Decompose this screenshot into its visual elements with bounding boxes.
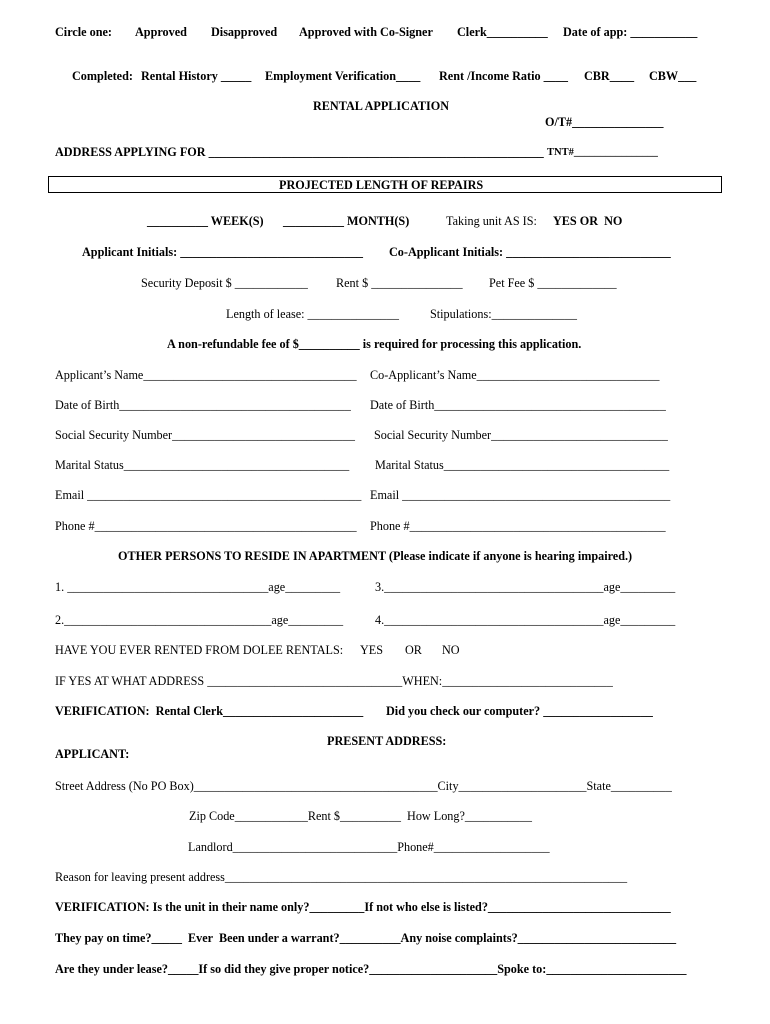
zip-rent-howlong-field[interactable]: Zip Code____________Rent $__________ How Long?___________ [189, 809, 532, 823]
co-applicant-marital-status-field[interactable]: Marital Status_____________________________________ [375, 458, 670, 472]
pay-on-time-field[interactable]: They pay on time?_____ Ever Been under a warrant?__________Any noise complaints?__________________________ [55, 931, 677, 945]
co-applicant-dob-field[interactable]: Date of Birth______________________________________ [370, 398, 666, 412]
rented-before-or: OR [405, 643, 422, 657]
date-of-app-field[interactable]: Date of app: ___________ [563, 25, 698, 39]
applicant-email-field[interactable]: Email _____________________________________________ [55, 488, 362, 502]
lease-length-field[interactable]: Length of lease: _______________ [226, 307, 399, 321]
landlord-phone-field[interactable]: Landlord___________________________Phone#___________________ [188, 840, 550, 854]
stipulations-field[interactable]: Stipulations:______________ [430, 307, 577, 321]
computer-check-field[interactable]: Did you check our computer? __________________ [386, 704, 653, 718]
applicant-dob-field[interactable]: Date of Birth______________________________________ [55, 398, 351, 412]
other-person-4-field[interactable]: 4.____________________________________age_________ [375, 613, 676, 627]
co-applicant-initials-field[interactable]: Co-Applicant Initials: ___________________________ [389, 245, 671, 259]
repairs-heading: PROJECTED LENGTH OF REPAIRS [279, 178, 484, 192]
co-applicant-name-field[interactable]: Co-Applicant’s Name______________________________ [370, 368, 660, 382]
form-title: RENTAL APPLICATION [313, 99, 449, 113]
present-address-heading: PRESENT ADDRESS: [327, 734, 447, 748]
cbw-field[interactable]: CBW___ [649, 69, 697, 83]
approved-cosigner-option[interactable]: Approved with Co-Signer [299, 25, 433, 39]
applicant-name-field[interactable]: Applicant’s Name___________________________________ [55, 368, 357, 382]
approved-option[interactable]: Approved [135, 25, 187, 39]
circle-one-label: Circle one: [55, 25, 112, 39]
applicant-ssn-field[interactable]: Social Security Number______________________________ [55, 428, 355, 442]
applicant-phone-field[interactable]: Phone #___________________________________________ [55, 519, 357, 533]
rented-before-yes[interactable]: YES [360, 643, 384, 657]
applicant-marital-status-field[interactable]: Marital Status_____________________________________ [55, 458, 350, 472]
applicant-section-label: APPLICANT: [55, 747, 130, 761]
as-is-label: Taking unit AS IS: [446, 214, 537, 228]
cbr-field[interactable]: CBR____ [584, 69, 635, 83]
other-person-1-field[interactable]: 1. _________________________________age_________ [55, 580, 341, 594]
rental-clerk-verification-field[interactable]: VERIFICATION: Rental Clerk_______________________ [55, 704, 364, 718]
co-applicant-ssn-field[interactable]: Social Security Number_____________________________ [374, 428, 668, 442]
tnt-field[interactable]: TNT#________________ [547, 147, 658, 158]
co-applicant-email-field[interactable]: Email ____________________________________________ [370, 488, 671, 502]
applicant-initials-field[interactable]: Applicant Initials: ______________________________ [82, 245, 364, 259]
months-field[interactable]: __________ MONTH(S) [283, 214, 410, 228]
rented-before-question: HAVE YOU EVER RENTED FROM DOLEE RENTALS: [55, 643, 344, 657]
rent-income-ratio-field[interactable]: Rent /Income Ratio ____ [439, 69, 568, 83]
weeks-field[interactable]: __________ WEEK(S) [147, 214, 264, 228]
security-deposit-field[interactable]: Security Deposit $ ____________ [141, 276, 308, 290]
pet-fee-field[interactable]: Pet Fee $ _____________ [489, 276, 617, 290]
disapproved-option[interactable]: Disapproved [211, 25, 278, 39]
rent-field[interactable]: Rent $ _______________ [336, 276, 463, 290]
rental-history-field[interactable]: Rental History _____ [141, 69, 252, 83]
employment-verification-field[interactable]: Employment Verification____ [265, 69, 421, 83]
other-person-3-field[interactable]: 3.____________________________________age_________ [375, 580, 676, 594]
lease-notice-field[interactable]: Are they under lease?_____If so did they give proper notice?_____________________Spoke to:_______________________ [55, 962, 687, 976]
other-persons-heading: OTHER PERSONS TO RESIDE IN APARTMENT (Please indicate if anyone is hearing impaired.) [118, 549, 633, 563]
street-address-field[interactable]: Street Address (No PO Box)________________________________________City_____________________State__________ [55, 779, 672, 793]
unit-name-verification-field[interactable]: VERIFICATION: Is the unit in their name only?_________If not who else is listed?______________________________ [55, 900, 671, 914]
co-applicant-phone-field[interactable]: Phone #__________________________________________ [370, 519, 666, 533]
non-refundable-fee-notice[interactable]: A non-refundable fee of $__________ is required for processing this application. [167, 337, 582, 351]
other-person-2-field[interactable]: 2.__________________________________age_________ [55, 613, 344, 627]
rented-before-no[interactable]: NO [442, 643, 460, 657]
completed-label: Completed: [72, 69, 133, 83]
ot-field[interactable]: O/T#_______________ [545, 115, 664, 129]
as-is-yes-no[interactable]: YES OR NO [553, 214, 623, 228]
clerk-field[interactable]: Clerk__________ [457, 25, 548, 39]
reason-leaving-field[interactable]: Reason for leaving present address__________________________________________________________________ [55, 870, 628, 884]
address-applying-field[interactable]: ADDRESS APPLYING FOR _______________________________________________________ [55, 145, 544, 159]
if-yes-address-field[interactable]: IF YES AT WHAT ADDRESS ________________________________WHEN:____________________________ [55, 674, 613, 688]
